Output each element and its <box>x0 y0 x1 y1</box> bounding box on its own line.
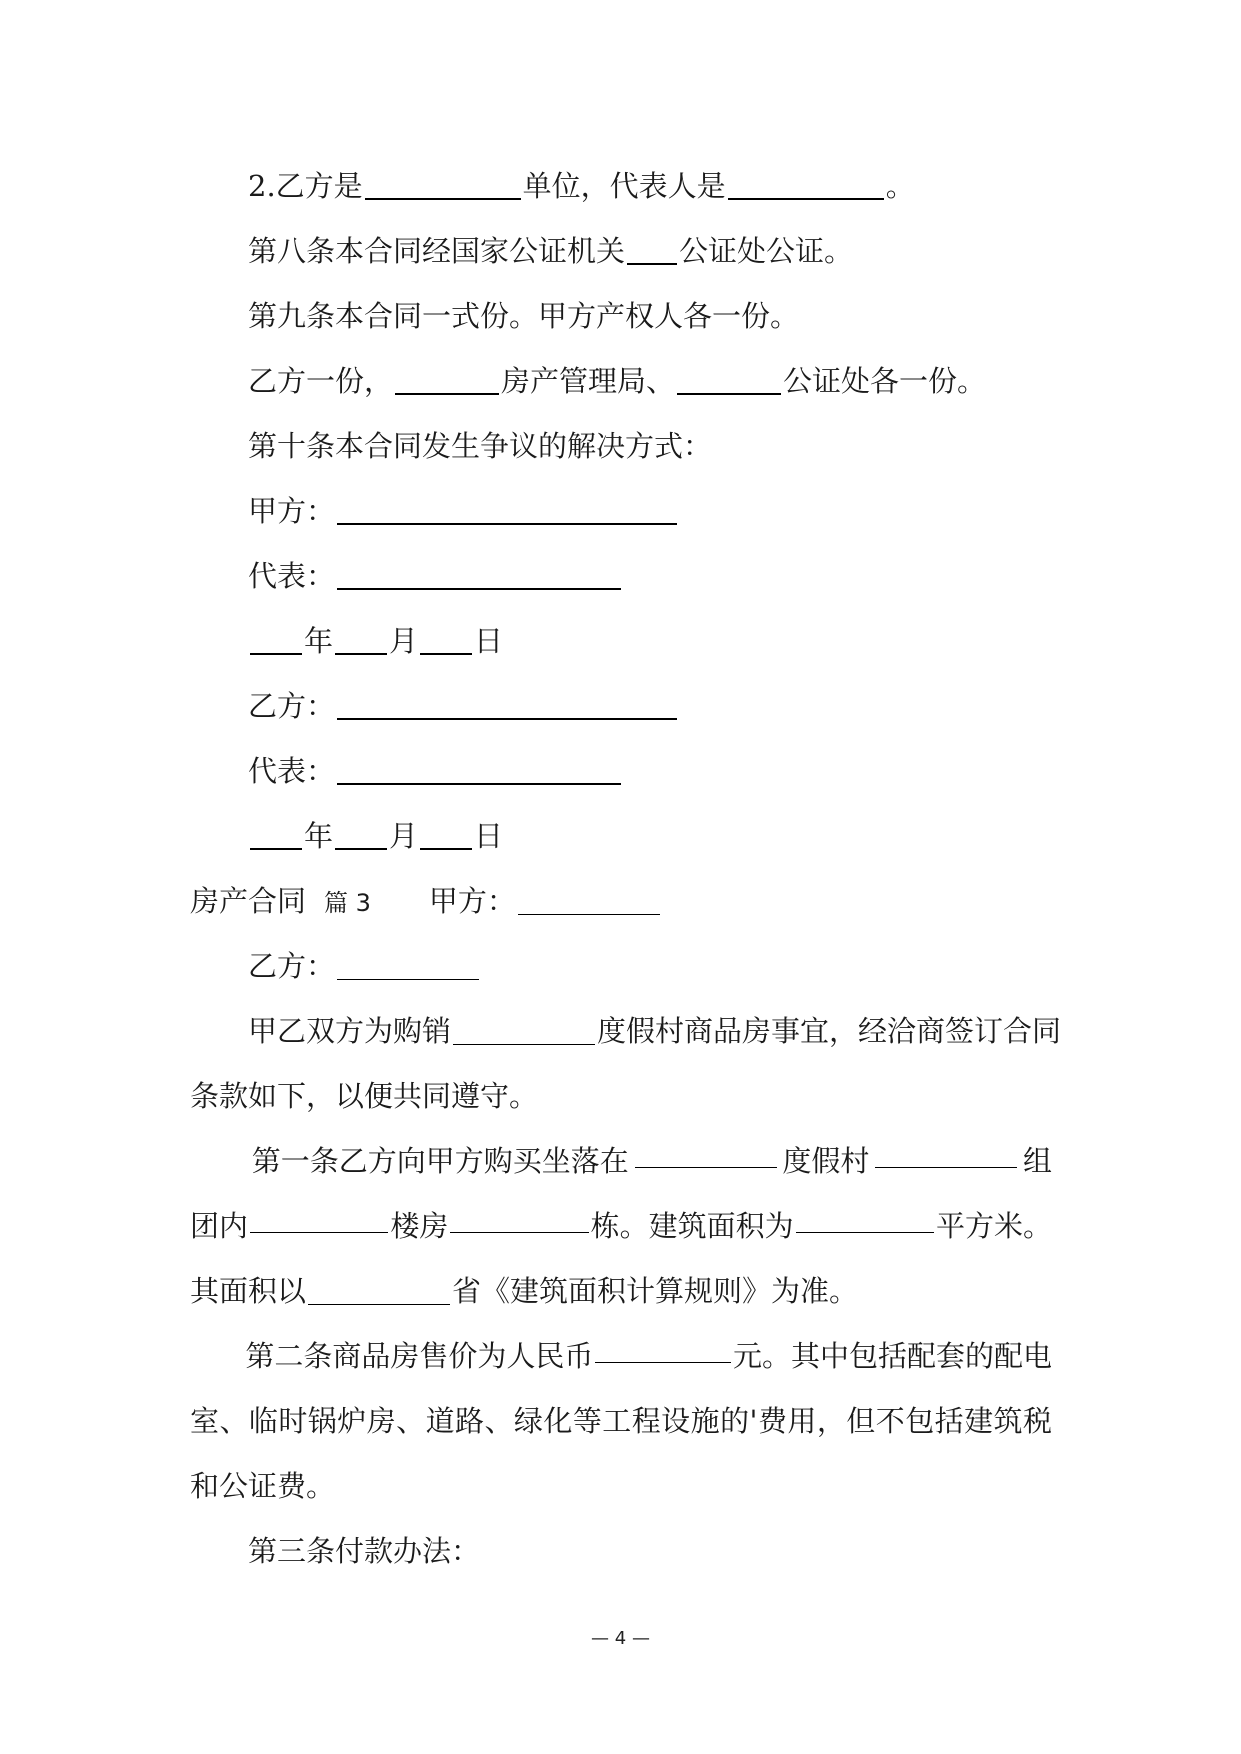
blank-representative-b[interactable] <box>337 755 621 785</box>
article-9: 第九条本合同一式份。甲方产权人各一份。 <box>248 299 800 333</box>
blank-month[interactable] <box>335 625 387 655</box>
blank-year[interactable] <box>250 625 302 655</box>
blank-party-b[interactable] <box>337 951 479 980</box>
text: 公证处公证。 <box>679 234 854 268</box>
text: 。 <box>885 169 915 203</box>
blank-group[interactable] <box>875 1139 1017 1168</box>
article-2-line-2: 室、临时锅炉房、道路、绿化等工程设施的'费用，但不包括建筑税 <box>190 1404 1052 1438</box>
blank-party-a[interactable] <box>518 886 660 915</box>
article-8 <box>248 229 853 270</box>
blank-location[interactable] <box>635 1139 777 1168</box>
blank-day[interactable] <box>420 625 472 655</box>
text: 元。其中包括配套的配电 <box>732 1339 1052 1373</box>
text: 公证处各一份。 <box>783 364 987 398</box>
blank-building[interactable] <box>450 1204 588 1233</box>
article-1-line-2 <box>190 1204 1052 1245</box>
text: 单位，代表人是 <box>522 169 726 203</box>
article-2-line-3: 和公证费。 <box>190 1469 336 1503</box>
blank-year[interactable] <box>250 820 302 850</box>
blank-representative[interactable] <box>728 170 884 200</box>
page-number: — 4 — <box>591 1628 650 1649</box>
article-3: 第三条付款办法： <box>248 1534 481 1568</box>
text: 年 <box>304 624 334 658</box>
blank-unit[interactable] <box>365 170 521 200</box>
article-1-line-3 <box>190 1269 858 1310</box>
intro-line-1 <box>248 1009 1061 1050</box>
text: 度假村商品房事宜，经洽商签订合同 <box>597 1014 1062 1048</box>
article-2-line-1 <box>190 1334 1052 1375</box>
blank-day[interactable] <box>420 820 472 850</box>
label: 乙方： <box>248 689 336 723</box>
text: 平方米。 <box>935 1209 1052 1243</box>
text: 组 <box>1022 1144 1052 1178</box>
text: 月 <box>389 624 419 658</box>
text: 房产管理局、 <box>501 364 676 398</box>
signature-party-a <box>248 489 679 530</box>
blank-party-a[interactable] <box>337 495 677 525</box>
blank-notary-office[interactable] <box>677 365 781 395</box>
text: 乙方一份， <box>248 364 394 398</box>
text: 团内 <box>190 1209 249 1243</box>
text: 第一条乙方向甲方购买坐落在 <box>251 1144 629 1178</box>
text: 日 <box>474 624 504 658</box>
label: 甲方： <box>428 884 516 918</box>
text: 度假村 <box>782 1144 870 1178</box>
blank-resort[interactable] <box>453 1016 595 1045</box>
text: 楼房 <box>390 1209 449 1243</box>
label: 代表： <box>248 754 336 788</box>
blank-cluster[interactable] <box>250 1204 388 1233</box>
clause-party-b-unit <box>248 164 915 205</box>
section-title: 房产合同 <box>190 884 307 918</box>
article-10: 第十条本合同发生争议的解决方式： <box>248 429 713 463</box>
label: 甲方： <box>248 494 336 528</box>
blank-area[interactable] <box>796 1204 934 1233</box>
text: 月 <box>389 819 419 853</box>
article-1-line-1 <box>190 1139 1052 1180</box>
text: 年 <box>304 819 334 853</box>
section-number: 篇 3 <box>324 889 371 917</box>
label: 乙方： <box>248 949 336 983</box>
text: 第二条商品房售价为人民币 <box>245 1339 594 1373</box>
blank-housing-bureau[interactable] <box>395 365 499 395</box>
signature-representative-a <box>248 554 623 595</box>
signature-party-b <box>248 684 679 725</box>
blank-price[interactable] <box>595 1334 731 1363</box>
text: 日 <box>474 819 504 853</box>
text: 2.乙方是 <box>248 169 363 203</box>
date-a <box>248 619 503 660</box>
text: 省《建筑面积计算规则》为准。 <box>452 1274 859 1308</box>
text: 栋。建筑面积为 <box>590 1209 794 1243</box>
blank-province[interactable] <box>308 1276 450 1305</box>
signature-representative-b <box>248 749 623 790</box>
blank-month[interactable] <box>335 820 387 850</box>
text: 甲乙双方为购销 <box>248 1014 452 1048</box>
text: 第八条本合同经国家公证机关 <box>248 234 626 268</box>
section-3-heading <box>190 879 662 920</box>
blank-notary[interactable] <box>627 235 677 265</box>
text: 其面积以 <box>190 1274 307 1308</box>
date-b <box>248 814 503 855</box>
intro-line-2: 条款如下，以便共同遵守。 <box>190 1079 539 1113</box>
label: 代表： <box>248 559 336 593</box>
article-9-copies <box>248 359 986 400</box>
blank-party-b[interactable] <box>337 690 677 720</box>
section-3-party-b <box>248 944 481 985</box>
blank-representative-a[interactable] <box>337 560 621 590</box>
